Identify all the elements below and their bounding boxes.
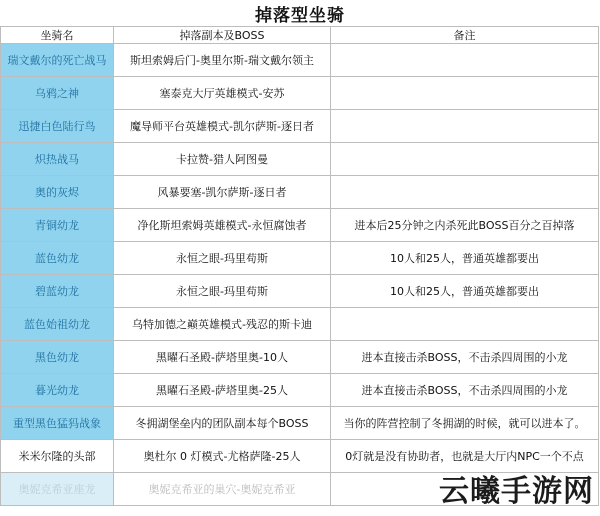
source-cell: 风暴要塞-凯尔萨斯-逐日者 xyxy=(114,176,331,209)
mount-name-cell: 暮光幼龙 xyxy=(1,374,114,407)
mount-name-cell: 碧蓝幼龙 xyxy=(1,275,114,308)
table-row xyxy=(1,407,599,440)
source-cell: 魔导师平台英雄模式-凯尔萨斯-逐日者 xyxy=(114,110,331,143)
mount-name-cell: 蓝色始祖幼龙 xyxy=(1,308,114,341)
table-row xyxy=(1,77,599,110)
note-cell xyxy=(331,308,599,341)
source-cell: 斯坦索姆后门-奥里尔斯-瑞文戴尔领主 xyxy=(114,44,331,77)
note-cell: 0灯就是没有协助者，也就是大厅内NPC一个不点 xyxy=(331,440,599,473)
note-cell: 进本直接击杀BOSS，不击杀四周围的小龙 xyxy=(331,341,599,374)
table-row xyxy=(1,176,599,209)
mount-name-cell: 米米尔隆的头部 xyxy=(1,440,114,473)
source-cell: 黑曜石圣殿-萨塔里奥-10人 xyxy=(114,341,331,374)
table-row xyxy=(1,143,599,176)
table-row xyxy=(1,341,599,374)
note-cell: 10人和25人，普通英雄都要出 xyxy=(331,242,599,275)
note-cell xyxy=(331,143,599,176)
source-cell: 永恒之眼-玛里苟斯 xyxy=(114,275,331,308)
note-cell xyxy=(331,44,599,77)
note-cell xyxy=(331,176,599,209)
note-cell xyxy=(331,110,599,143)
table-row xyxy=(1,209,599,242)
mount-table xyxy=(0,26,599,506)
source-cell: 奥妮克希亚的巢穴-奥妮克希亚 xyxy=(114,473,331,506)
mount-name-cell: 瑞文戴尔的死亡战马 xyxy=(1,44,114,77)
mount-name-cell: 迅捷白色陆行鸟 xyxy=(1,110,114,143)
source-cell: 净化斯坦索姆英雄模式-永恒腐蚀者 xyxy=(114,209,331,242)
source-cell: 冬拥湖堡垒内的团队副本每个BOSS xyxy=(114,407,331,440)
source-cell: 黑曜石圣殿-萨塔里奥-25人 xyxy=(114,374,331,407)
table-row xyxy=(1,242,599,275)
source-cell: 卡拉赞-猎人阿图曼 xyxy=(114,143,331,176)
table-row xyxy=(1,275,599,308)
column-header-mount: 坐骑名 xyxy=(1,27,114,44)
note-cell xyxy=(331,77,599,110)
site-watermark: 云曦手游网 xyxy=(439,474,594,509)
mount-name-cell: 青铜幼龙 xyxy=(1,209,114,242)
note-cell: 进本后25分钟之内杀死此BOSS百分之百掉落 xyxy=(331,209,599,242)
mount-name-cell: 奥的灰烬 xyxy=(1,176,114,209)
page-title: 掉落型坐骑 xyxy=(255,5,345,26)
table-row xyxy=(1,308,599,341)
column-header-note: 备注 xyxy=(331,27,599,44)
note-cell: 10人和25人，普通英雄都要出 xyxy=(331,275,599,308)
table-row xyxy=(1,44,599,77)
source-cell: 奥杜尔 0 灯模式-尤格萨隆-25人 xyxy=(114,440,331,473)
mount-name-cell: 乌鸦之神 xyxy=(1,77,114,110)
table-row xyxy=(1,374,599,407)
mount-name-cell: 黑色幼龙 xyxy=(1,341,114,374)
column-header-source: 掉落副本及BOSS xyxy=(114,27,331,44)
source-cell: 永恒之眼-玛里苟斯 xyxy=(114,242,331,275)
mount-name-cell: 蓝色幼龙 xyxy=(1,242,114,275)
mount-name-cell: 奥妮克希亚座龙 xyxy=(1,473,114,506)
source-cell: 乌特加德之巅英雄模式-残忍的斯卡迪 xyxy=(114,308,331,341)
mount-name-cell: 重型黑色猛犸战象 xyxy=(1,407,114,440)
table-row xyxy=(1,110,599,143)
source-cell: 塞泰克大厅英雄模式-安苏 xyxy=(114,77,331,110)
mount-name-cell: 炽热战马 xyxy=(1,143,114,176)
table-header-row xyxy=(1,27,599,44)
note-cell: 当你的阵营控制了冬拥湖的时候，就可以进本了。 xyxy=(331,407,599,440)
note-cell: 进本直接击杀BOSS，不击杀四周围的小龙 xyxy=(331,374,599,407)
